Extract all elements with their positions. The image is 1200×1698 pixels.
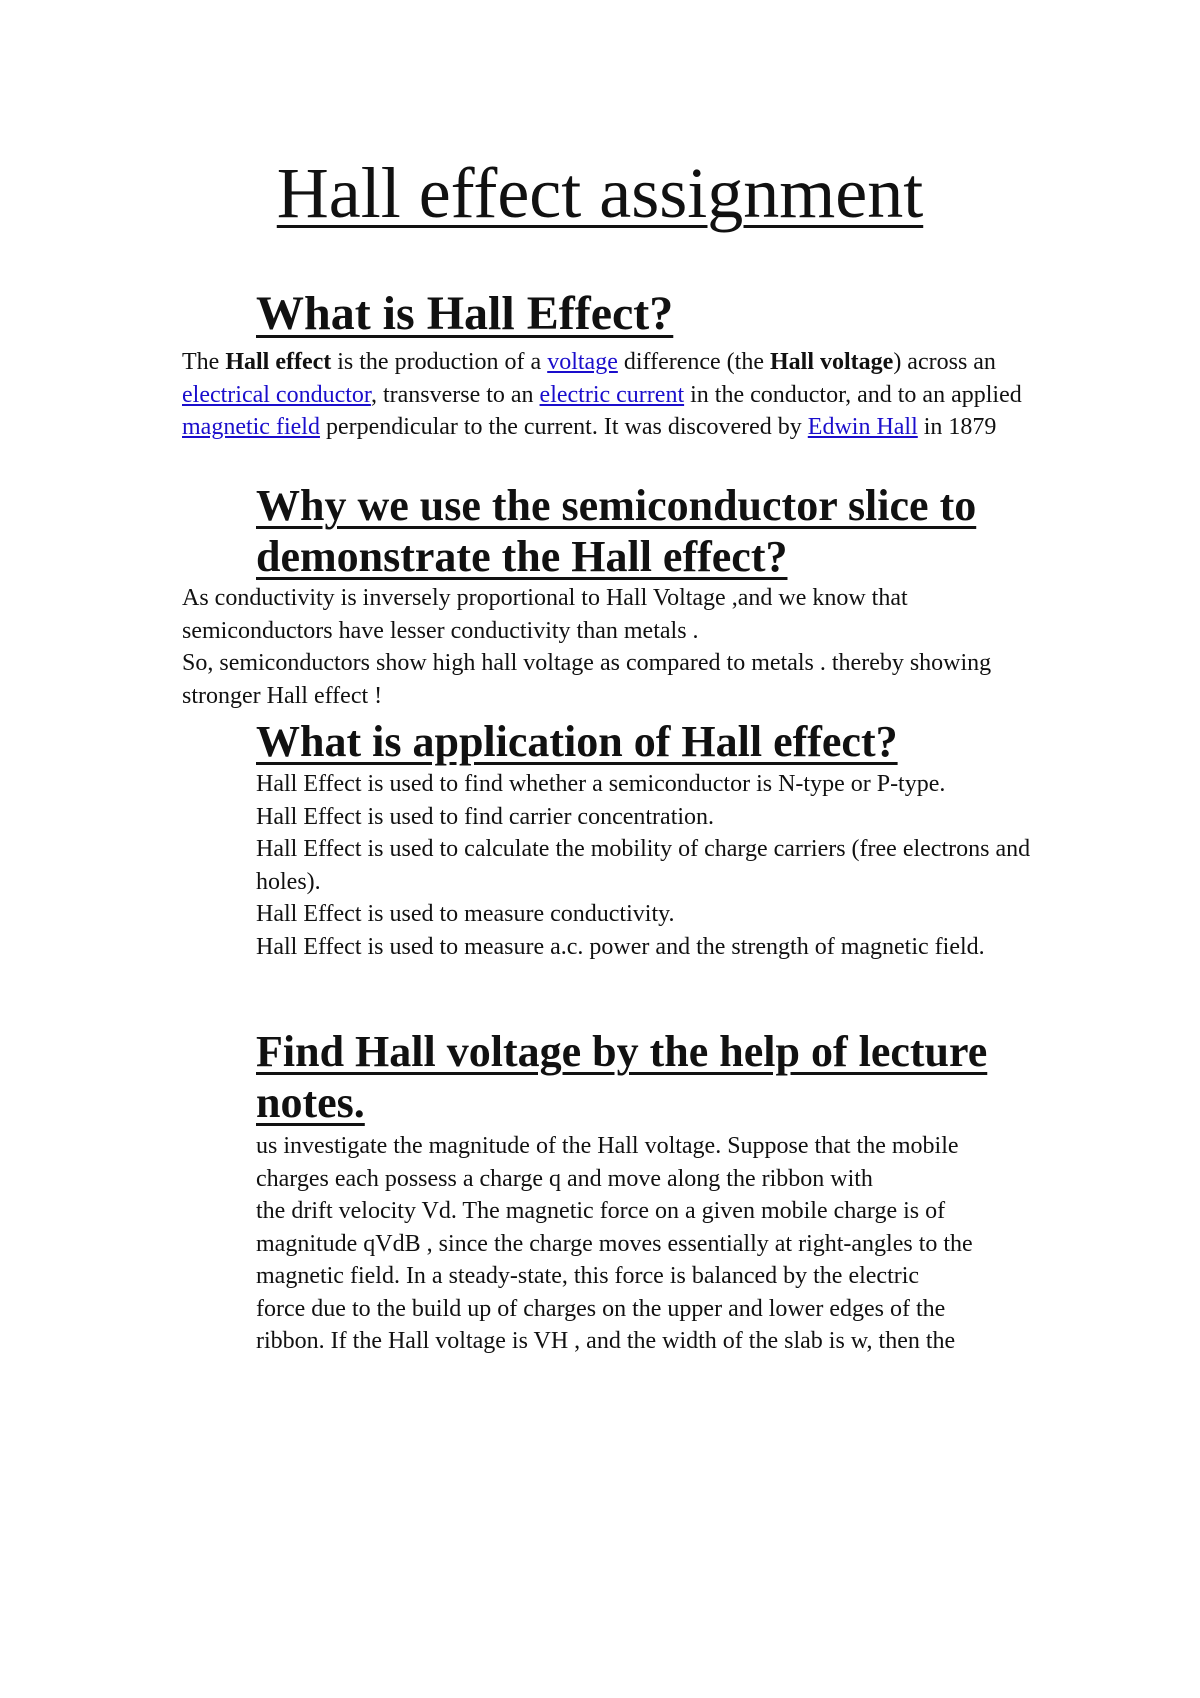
hall-effect-definition bbox=[182, 346, 1032, 444]
application-item: Hall Effect is used to measure conductivity. bbox=[256, 901, 675, 927]
text-run: in 1879 bbox=[917, 414, 997, 440]
link-electric-current[interactable]: electric current bbox=[539, 381, 685, 408]
paragraph-line: us investigate the magnitude of the Hall voltage. Suppose that the mobile charges each possess a charge q and move along the ribbon with bbox=[256, 1133, 959, 1192]
paragraph-line: force due to the build up of charges on the upper and lower edges of the bbox=[256, 1295, 946, 1322]
application-item: Hall Effect is used to find whether a semiconductor is N-type or P-type. bbox=[256, 771, 946, 797]
paragraph-line: magnetic field. In a steady-state, this force is balanced by the electric bbox=[256, 1263, 920, 1289]
text-run: is the production of a bbox=[331, 349, 548, 375]
paragraph-line: As conductivity is inversely proportional to Hall Voltage ,and we know that semiconductors have lesser conductivity than metals . bbox=[182, 585, 908, 644]
application-item: Hall Effect is used to measure a.c. power and the strength of magnetic field. bbox=[256, 933, 985, 960]
bold-term-hall-voltage: Hall voltage bbox=[769, 349, 894, 375]
heading-applications: What is application of Hall effect? bbox=[256, 717, 898, 766]
paragraph-line: magnitude qVdB , since the charge moves essentially at right-angles to the bbox=[256, 1230, 973, 1257]
application-item: Hall Effect is used to find carrier concentration. bbox=[256, 803, 715, 830]
text-run: perpendicular to the current. It was discovered by bbox=[319, 414, 808, 440]
text-run: ) across an bbox=[893, 349, 996, 375]
link-edwin-hall[interactable]: Edwin Hall bbox=[807, 414, 918, 440]
applications-list bbox=[256, 768, 1036, 963]
page-title: Hall effect assignment bbox=[276, 153, 924, 233]
text-run: The bbox=[182, 349, 226, 375]
heading-why-semiconductor: Why we use the semiconductor slice to demonstrate the Hall effect? bbox=[256, 481, 977, 581]
paragraph-line: So, semiconductors show high hall voltage as compared to metals . thereby showing stronger Hall effect ! bbox=[182, 650, 992, 709]
application-item: Hall Effect is used to calculate the mobility of charge carriers (free electrons and holes). bbox=[256, 836, 1031, 895]
text-run: difference (the bbox=[617, 349, 770, 375]
semiconductor-explanation bbox=[182, 582, 1022, 712]
paragraph-line: the drift velocity Vd. The magnetic force on a given mobile charge is of bbox=[256, 1198, 946, 1224]
heading-find-hall-voltage: Find Hall voltage by the help of lecture notes. bbox=[256, 1027, 988, 1127]
link-voltage[interactable]: voltage bbox=[547, 349, 618, 375]
heading-what-is-hall-effect: What is Hall Effect? bbox=[256, 287, 674, 340]
text-run: , transverse to an bbox=[370, 381, 540, 408]
link-electrical-conductor[interactable]: electrical conductor bbox=[182, 381, 371, 408]
hall-voltage-derivation bbox=[256, 1130, 1031, 1358]
paragraph-line: ribbon. If the Hall voltage is VH , and the width of the slab is w, then the bbox=[256, 1328, 956, 1354]
link-magnetic-field[interactable]: magnetic field bbox=[182, 414, 320, 440]
bold-term-hall-effect: Hall effect bbox=[225, 349, 332, 375]
text-run: in the conductor, and to an applied bbox=[684, 381, 1022, 408]
